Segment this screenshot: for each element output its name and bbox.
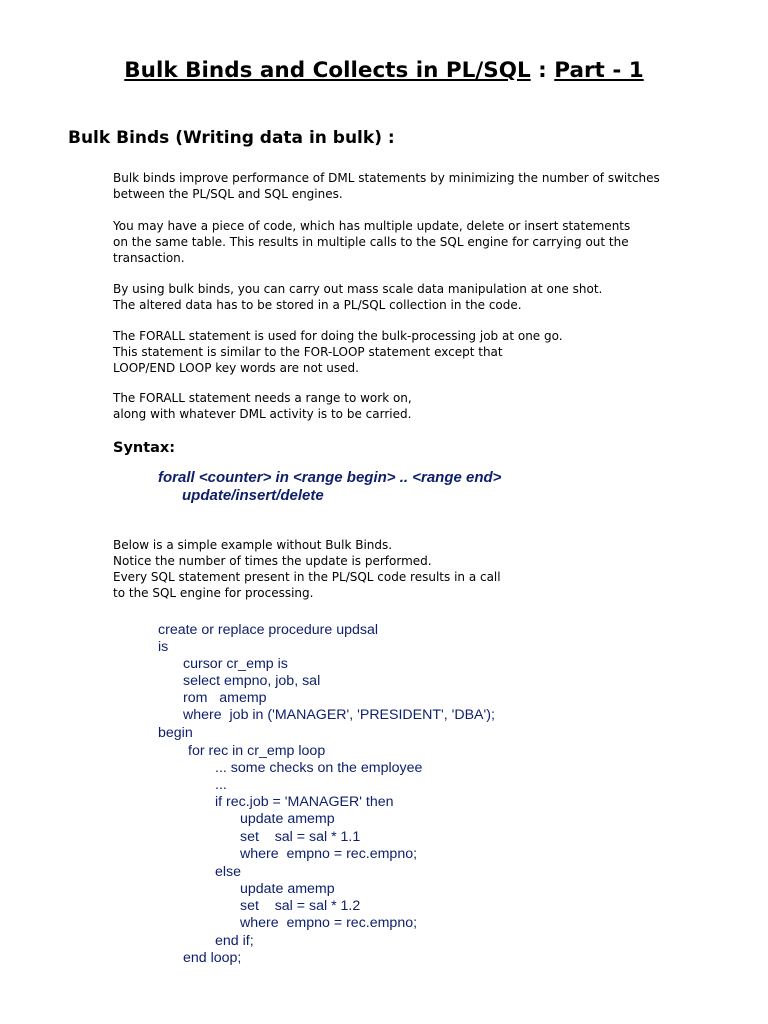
example-intro (113, 537, 501, 601)
code-line: update amemp (240, 881, 335, 897)
syntax-line-forall: forall <counter> in <range begin> .. <range end> (158, 469, 502, 486)
code-line: for rec in cr_emp loop (188, 743, 326, 759)
code-line: set sal = sal * 1.1 (240, 829, 361, 845)
paragraph-line: This statement is similar to the FOR-LOOP statement except that (113, 345, 503, 359)
paragraph-line: on the same table. This results in multiple calls to the SQL engine for carrying out the (113, 235, 629, 249)
code-line: ... (215, 777, 227, 793)
paragraph-line: The altered data has to be stored in a PL/SQL collection in the code. (113, 298, 522, 312)
paragraph-1 (113, 170, 660, 202)
paragraph-line: between the PL/SQL and SQL engines. (113, 187, 343, 201)
paragraph-2 (113, 218, 630, 266)
code-line: if rec.job = 'MANAGER' then (215, 794, 394, 810)
code-line: where job in ('MANAGER', 'PRESIDENT', 'DBA'); (183, 707, 495, 723)
paragraph-line: You may have a piece of code, which has multiple update, delete or insert statements (113, 219, 631, 233)
title-main: Bulk Binds and Collects in PL/SQL (124, 58, 531, 83)
paragraph-3 (113, 281, 602, 313)
paragraph-line: Below is a simple example without Bulk Binds. (113, 538, 393, 552)
title-separator: : (530, 58, 555, 83)
code-line: where empno = rec.empno; (240, 846, 418, 862)
paragraph-line: LOOP/END LOOP key words are not used. (113, 361, 359, 375)
code-line: end loop; (183, 950, 242, 966)
code-line: select empno, job, sal (183, 673, 321, 689)
code-line: end if; (215, 933, 254, 949)
code-line: cursor cr_emp is (183, 656, 288, 672)
section-heading: Bulk Binds (Writing data in bulk) : (68, 128, 395, 148)
syntax-line-dml: update/insert/delete (182, 487, 324, 504)
page-title (0, 58, 768, 83)
code-line: create or replace procedure updsal (158, 622, 379, 638)
code-line: is (158, 639, 169, 655)
code-line: where empno = rec.empno; (240, 915, 418, 931)
paragraph-line: By using bulk binds, you can carry out mass scale data manipulation at one shot. (113, 282, 603, 296)
paragraph-line: The FORALL statement needs a range to work on, (113, 391, 412, 405)
code-line: begin (158, 725, 193, 741)
title-part: Part - 1 (554, 58, 644, 83)
paragraph-line: Notice the number of times the update is performed. (113, 554, 432, 568)
paragraph-line: to the SQL engine for processing. (113, 586, 314, 600)
paragraph-line: Bulk binds improve performance of DML statements by minimizing the number of switches (113, 171, 660, 185)
code-line: update amemp (240, 811, 335, 827)
code-line: set sal = sal * 1.2 (240, 898, 361, 914)
code-line: rom amemp (183, 690, 267, 706)
paragraph-4 (113, 328, 563, 376)
paragraph-line: along with whatever DML activity is to be carried. (113, 407, 412, 421)
code-line: ... some checks on the employee (215, 760, 423, 776)
code-line: else (215, 864, 242, 880)
paragraph-5 (113, 390, 412, 422)
paragraph-line: Every SQL statement present in the PL/SQL code results in a call (113, 570, 501, 584)
syntax-heading: Syntax: (113, 440, 176, 456)
paragraph-line: The FORALL statement is used for doing the bulk-processing job at one go. (113, 329, 563, 343)
paragraph-line: transaction. (113, 251, 185, 265)
